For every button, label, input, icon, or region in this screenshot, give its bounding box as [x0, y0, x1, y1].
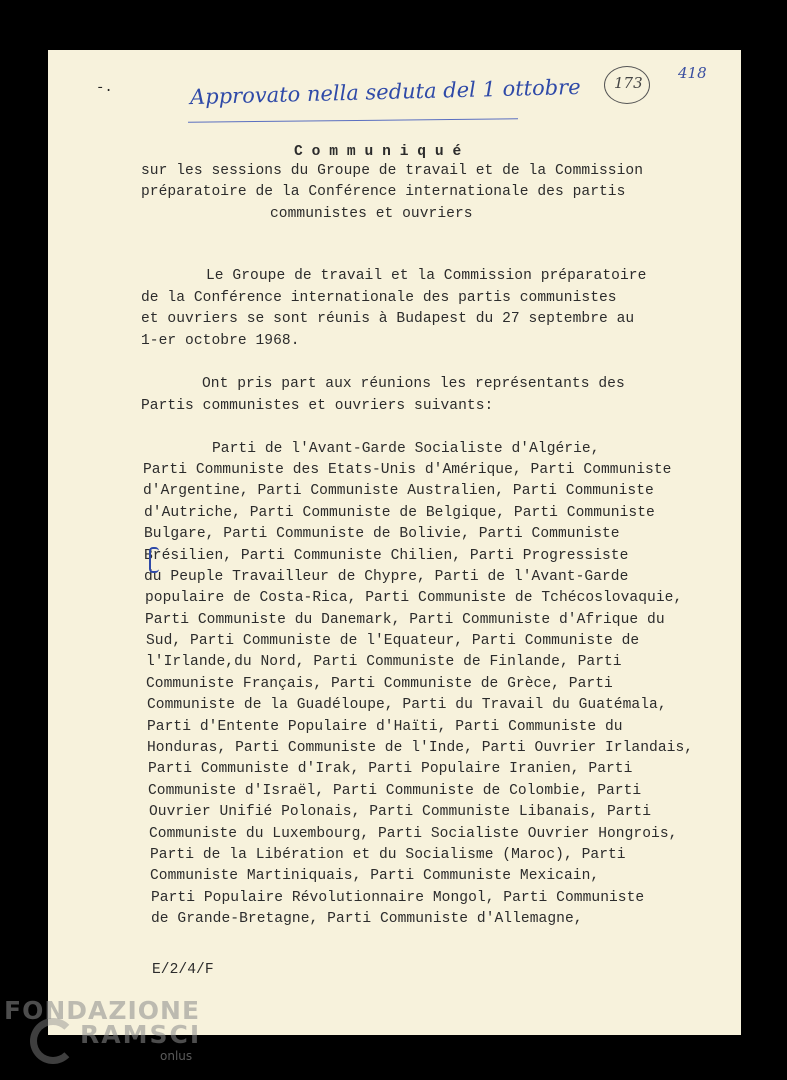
- parties-line: d'Autriche, Parti Communiste de Belgique, Parti Communiste: [144, 505, 655, 521]
- parties-line: Parti Populaire Révolutionnaire Mongol, Parti Communiste: [151, 890, 645, 906]
- parties-line: Brésilien, Parti Communiste Chilien, Parti Progressiste: [144, 548, 629, 564]
- parties-line: Bulgare, Parti Communiste de Bolivie, Parti Communiste: [144, 526, 620, 542]
- parties-line: du Peuple Travailleur de Chypre, Parti de l'Avant-Garde: [144, 569, 629, 585]
- parties-line: de Grande-Bretagne, Parti Communiste d'Allemagne,: [151, 911, 583, 927]
- parties-line: Sud, Parti Communiste de l'Equateur, Parti Communiste de: [146, 633, 640, 649]
- paragraph-2-line: Ont pris part aux réunions les représentants des: [202, 376, 625, 392]
- paragraph-1-line: de la Conférence internationale des partis communistes: [141, 290, 617, 306]
- parties-line: populaire de Costa-Rica, Parti Communiste de Tchécoslovaquie,: [145, 590, 683, 606]
- parties-line: l'Irlande,du Nord, Parti Communiste de Finlande, Parti: [146, 654, 622, 670]
- paragraph-1-line: 1-er octobre 1968.: [141, 333, 300, 349]
- parties-line: Parti Communiste des Etats-Unis d'Amérique, Parti Communiste: [143, 462, 672, 478]
- handwritten-correction-mark: [149, 547, 159, 573]
- subtitle-line-3: communistes et ouvriers: [270, 206, 473, 222]
- paragraph-1-line: Le Groupe de travail et la Commission préparatoire: [206, 268, 647, 284]
- handwritten-underline: [188, 118, 518, 122]
- paragraph-1-line: et ouvriers se sont réunis à Budapest du 27 septembre au: [141, 311, 635, 327]
- parties-line: Ouvrier Unifié Polonais, Parti Communiste Libanais, Parti: [149, 804, 652, 820]
- watermark-line-3: onlus: [160, 1049, 193, 1063]
- parties-line: Communiste du Luxembourg, Parti Socialiste Ouvrier Hongrois,: [149, 826, 678, 842]
- handwritten-note: Approvato nella seduta del 1 ottobre: [189, 74, 581, 110]
- parties-line: Parti Communiste d'Irak, Parti Populaire Iranien, Parti: [148, 761, 633, 777]
- watermark-line-1: FONDAZIONE: [4, 996, 201, 1025]
- parties-line: Communiste Martiniquais, Parti Communiste Mexicain,: [150, 868, 600, 884]
- parties-line: Honduras, Parti Communiste de l'Inde, Parti Ouvrier Irlandais,: [147, 740, 694, 756]
- parties-line: d'Argentine, Parti Communiste Australien, Parti Communiste: [143, 483, 654, 499]
- page-number: 418: [678, 64, 707, 82]
- parties-line: Communiste d'Israël, Parti Communiste de Colombie, Parti: [148, 783, 642, 799]
- subtitle-line-2: préparatoire de la Conférence internationale des partis: [141, 184, 626, 200]
- parties-line: Parti d'Entente Populaire d'Haïti, Parti Communiste du: [147, 719, 623, 735]
- page-title: C o m m u n i q u é: [294, 144, 462, 160]
- header-mark: -.: [96, 80, 113, 96]
- parties-line: Communiste Français, Parti Communiste de Grèce, Parti: [146, 676, 613, 692]
- parties-line: Communiste de la Guadéloupe, Parti du Travail du Guatémala,: [147, 697, 667, 713]
- watermark-line-2: RAMSCI: [80, 1020, 202, 1049]
- paragraph-2-line: Partis communistes et ouvriers suivants:: [141, 398, 494, 414]
- subtitle-line-1: sur les sessions du Groupe de travail et de la Commission: [141, 163, 644, 179]
- parties-line: Parti de l'Avant-Garde Socialiste d'Algérie,: [212, 441, 600, 457]
- parties-line: Parti Communiste du Danemark, Parti Communiste d'Afrique du: [145, 612, 665, 628]
- archive-number: 173: [614, 74, 643, 92]
- footer-code: E/2/4/F: [152, 962, 214, 978]
- document-page: [48, 50, 741, 1035]
- parties-line: Parti de la Libération et du Socialisme (Maroc), Parti: [150, 847, 626, 863]
